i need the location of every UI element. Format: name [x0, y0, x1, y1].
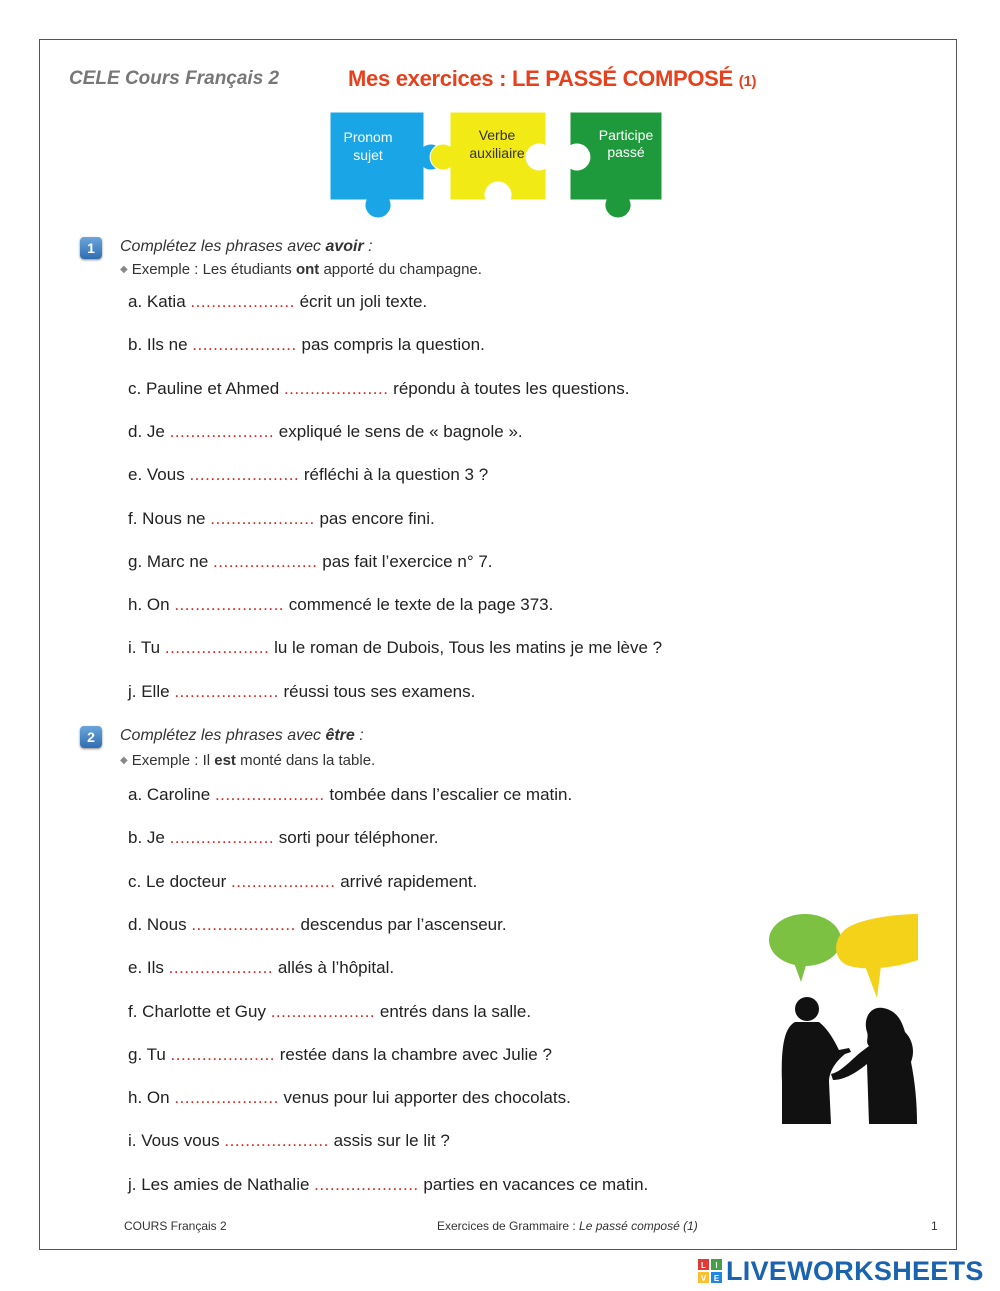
item-text-before: h. On [128, 595, 170, 615]
logo-letter: V [700, 1274, 707, 1283]
answer-blank[interactable]: .................... [174, 1088, 279, 1108]
logo-letter: I [715, 1261, 718, 1270]
exercise-1-item-h [128, 595, 553, 615]
puzzle-piece-pronom [330, 112, 444, 218]
answer-blank[interactable]: .................... [168, 958, 274, 978]
green-speech-bubble-icon [769, 914, 841, 982]
exercise-1-item-f [128, 509, 435, 529]
answer-blank[interactable]: .................... [190, 292, 295, 311]
course-name: CELE Cours Français 2 [69, 68, 280, 89]
exercise-2-instruction: Complétez les phrases avec être : [120, 727, 364, 744]
item-text-before: d. Je [128, 421, 165, 441]
item-text-after: expliqué le sens de « bagnole ». [278, 421, 523, 441]
exercise-1-instruction: Complétez les phrases avec avoir : [120, 238, 373, 255]
answer-blank[interactable]: .................... [314, 1174, 419, 1194]
item-text-after: lu le roman de Dubois, Tous les matins je me lève ? [274, 638, 663, 658]
item-text-after: arrivé rapidement. [340, 871, 478, 891]
exercise-1-item-b [128, 335, 485, 355]
footer-course: COURS Français 2 [124, 1219, 227, 1233]
answer-blank[interactable]: .................... [224, 1131, 329, 1151]
item-text-after: entrés dans la salle. [379, 1001, 532, 1021]
item-text-before: c. Le docteur [128, 871, 227, 891]
exercise-1-item-c [128, 379, 629, 399]
logo-letter: E [713, 1274, 720, 1283]
item-text-before: f. Nous ne [128, 508, 206, 528]
puzzle-label-participe-2: passé [607, 144, 645, 160]
item-text-after: sorti pour téléphoner. [278, 828, 439, 848]
item-text-after: descendus par l’ascenseur. [300, 914, 507, 934]
item-text-before: g. Tu [128, 1044, 166, 1064]
answer-blank[interactable]: .................... [164, 638, 270, 658]
item-text-before: j. Elle [128, 681, 170, 701]
exercise-2-item-b [128, 828, 439, 848]
exercise-2-item-e [128, 958, 394, 978]
item-text-before: i. Tu [128, 638, 161, 658]
answer-blank[interactable]: .................... [210, 508, 315, 528]
item-text-before: g. Marc ne [128, 551, 209, 571]
item-text-before: e. Vous [128, 465, 185, 485]
answer-blank[interactable]: .................... [283, 378, 389, 398]
item-text-after: réussi tous ses examens. [283, 681, 476, 701]
page-title: Mes exercices : LE PASSÉ COMPOSÉ (1) [348, 66, 757, 91]
man-silhouette-icon [782, 997, 851, 1124]
item-text-after: assis sur le lit ? [333, 1131, 450, 1151]
exercise-2-item-d [128, 915, 507, 935]
item-text-after: venus pour lui apporter des chocolats. [283, 1088, 571, 1108]
item-text-after: écrit un joli texte. [299, 292, 428, 311]
item-text-before: b. Ils ne [128, 335, 188, 355]
answer-blank[interactable]: ..................... [214, 785, 325, 804]
liveworksheets-logo[interactable] [698, 1257, 984, 1285]
footer-page-number: 1 [931, 1219, 938, 1233]
item-text-after: réfléchi à la question 3 ? [303, 465, 489, 485]
item-text-after: pas compris la question. [301, 335, 485, 355]
exercise-2-item-i [128, 1131, 450, 1151]
item-text-before: b. Je [128, 828, 165, 848]
exercise-1-item-a [128, 292, 427, 312]
item-text-after: restée dans la chambre avec Julie ? [279, 1044, 552, 1064]
item-text-before: e. Ils [128, 958, 164, 978]
answer-blank[interactable]: ..................... [174, 595, 285, 615]
answer-blank[interactable]: .................... [170, 1044, 276, 1064]
item-text-after: tombée dans l’escalier ce matin. [329, 785, 573, 804]
item-text-after: allés à l’hôpital. [277, 958, 395, 978]
item-text-before: a. Caroline [128, 785, 211, 804]
puzzle-piece-participe [570, 112, 662, 218]
item-text-after: répondu à toutes les questions. [393, 378, 630, 398]
exercise-1-item-d [128, 422, 523, 442]
puzzle-label-participe-1: Participe [598, 127, 654, 143]
answer-blank[interactable]: .................... [213, 551, 318, 571]
answer-blank[interactable]: .................... [191, 914, 296, 934]
yellow-speech-bubble-icon [836, 914, 918, 998]
answer-blank[interactable]: .................... [174, 681, 279, 701]
exercise-2-item-f [128, 1002, 531, 1022]
footer-title: Exercices de Grammaire : Le passé composé (1) [437, 1219, 698, 1233]
item-text-before: j. Les amies de Nathalie [128, 1174, 310, 1194]
item-text-before: i. Vous vous [128, 1131, 220, 1151]
answer-blank[interactable]: .................... [231, 871, 336, 891]
answer-blank[interactable]: .................... [169, 421, 275, 441]
puzzle-graphic [330, 110, 664, 220]
answer-blank[interactable]: .................... [169, 828, 275, 848]
exercise-2-item-j [128, 1175, 648, 1195]
conversation-illustration [765, 912, 925, 1127]
puzzle-piece-verbe [430, 112, 546, 200]
answer-blank[interactable]: .................... [192, 335, 297, 355]
item-text-before: f. Charlotte et Guy [128, 1001, 266, 1021]
item-text-after: parties en vacances ce matin. [423, 1174, 649, 1194]
item-text-before: c. Pauline et Ahmed [128, 378, 280, 398]
answer-blank[interactable]: .................... [270, 1001, 376, 1021]
bullet-icon: ◆ [120, 755, 128, 766]
puzzle-label-pronom-1: Pronom [343, 129, 393, 145]
exercise-1-item-e [128, 465, 488, 485]
exercise-2-item-h [128, 1088, 571, 1108]
puzzle-label-verbe-1: Verbe [478, 127, 516, 143]
bullet-icon: ◆ [120, 264, 128, 275]
answer-blank[interactable]: ..................... [189, 465, 300, 485]
puzzle-label-verbe-2: auxiliaire [469, 145, 525, 161]
exercise-1-example: ◆ Exemple : Les étudiants ont apporté du champagne. [120, 261, 482, 278]
exercise-2-example: ◆ Exemple : Il est monté dans la table. [120, 752, 376, 769]
exercise-1-item-i [128, 638, 662, 658]
liveworksheets-cube-icon [698, 1259, 722, 1283]
item-text-before: d. Nous [128, 914, 187, 934]
item-text-after: pas encore fini. [319, 508, 435, 528]
woman-silhouette-icon [831, 1008, 917, 1124]
exercise-2-item-a [128, 785, 572, 805]
exercise-2-badge: 2 [80, 726, 102, 748]
exercise-2-item-c [128, 872, 477, 892]
exercise-1-item-g [128, 552, 493, 572]
exercise-1-item-j [128, 682, 475, 702]
item-text-before: h. On [128, 1088, 170, 1108]
exercise-2-item-g [128, 1045, 552, 1065]
puzzle-label-pronom-2: sujet [353, 147, 383, 163]
liveworksheets-wordmark: LIVEWORKSHEETS [726, 1255, 984, 1286]
exercise-1-badge: 1 [80, 237, 102, 259]
item-text-after: pas fait l’exercice n° 7. [322, 551, 493, 571]
logo-letter: L [701, 1261, 706, 1270]
item-text-before: a. Katia [128, 292, 186, 311]
item-text-after: commencé le texte de la page 373. [288, 595, 554, 615]
